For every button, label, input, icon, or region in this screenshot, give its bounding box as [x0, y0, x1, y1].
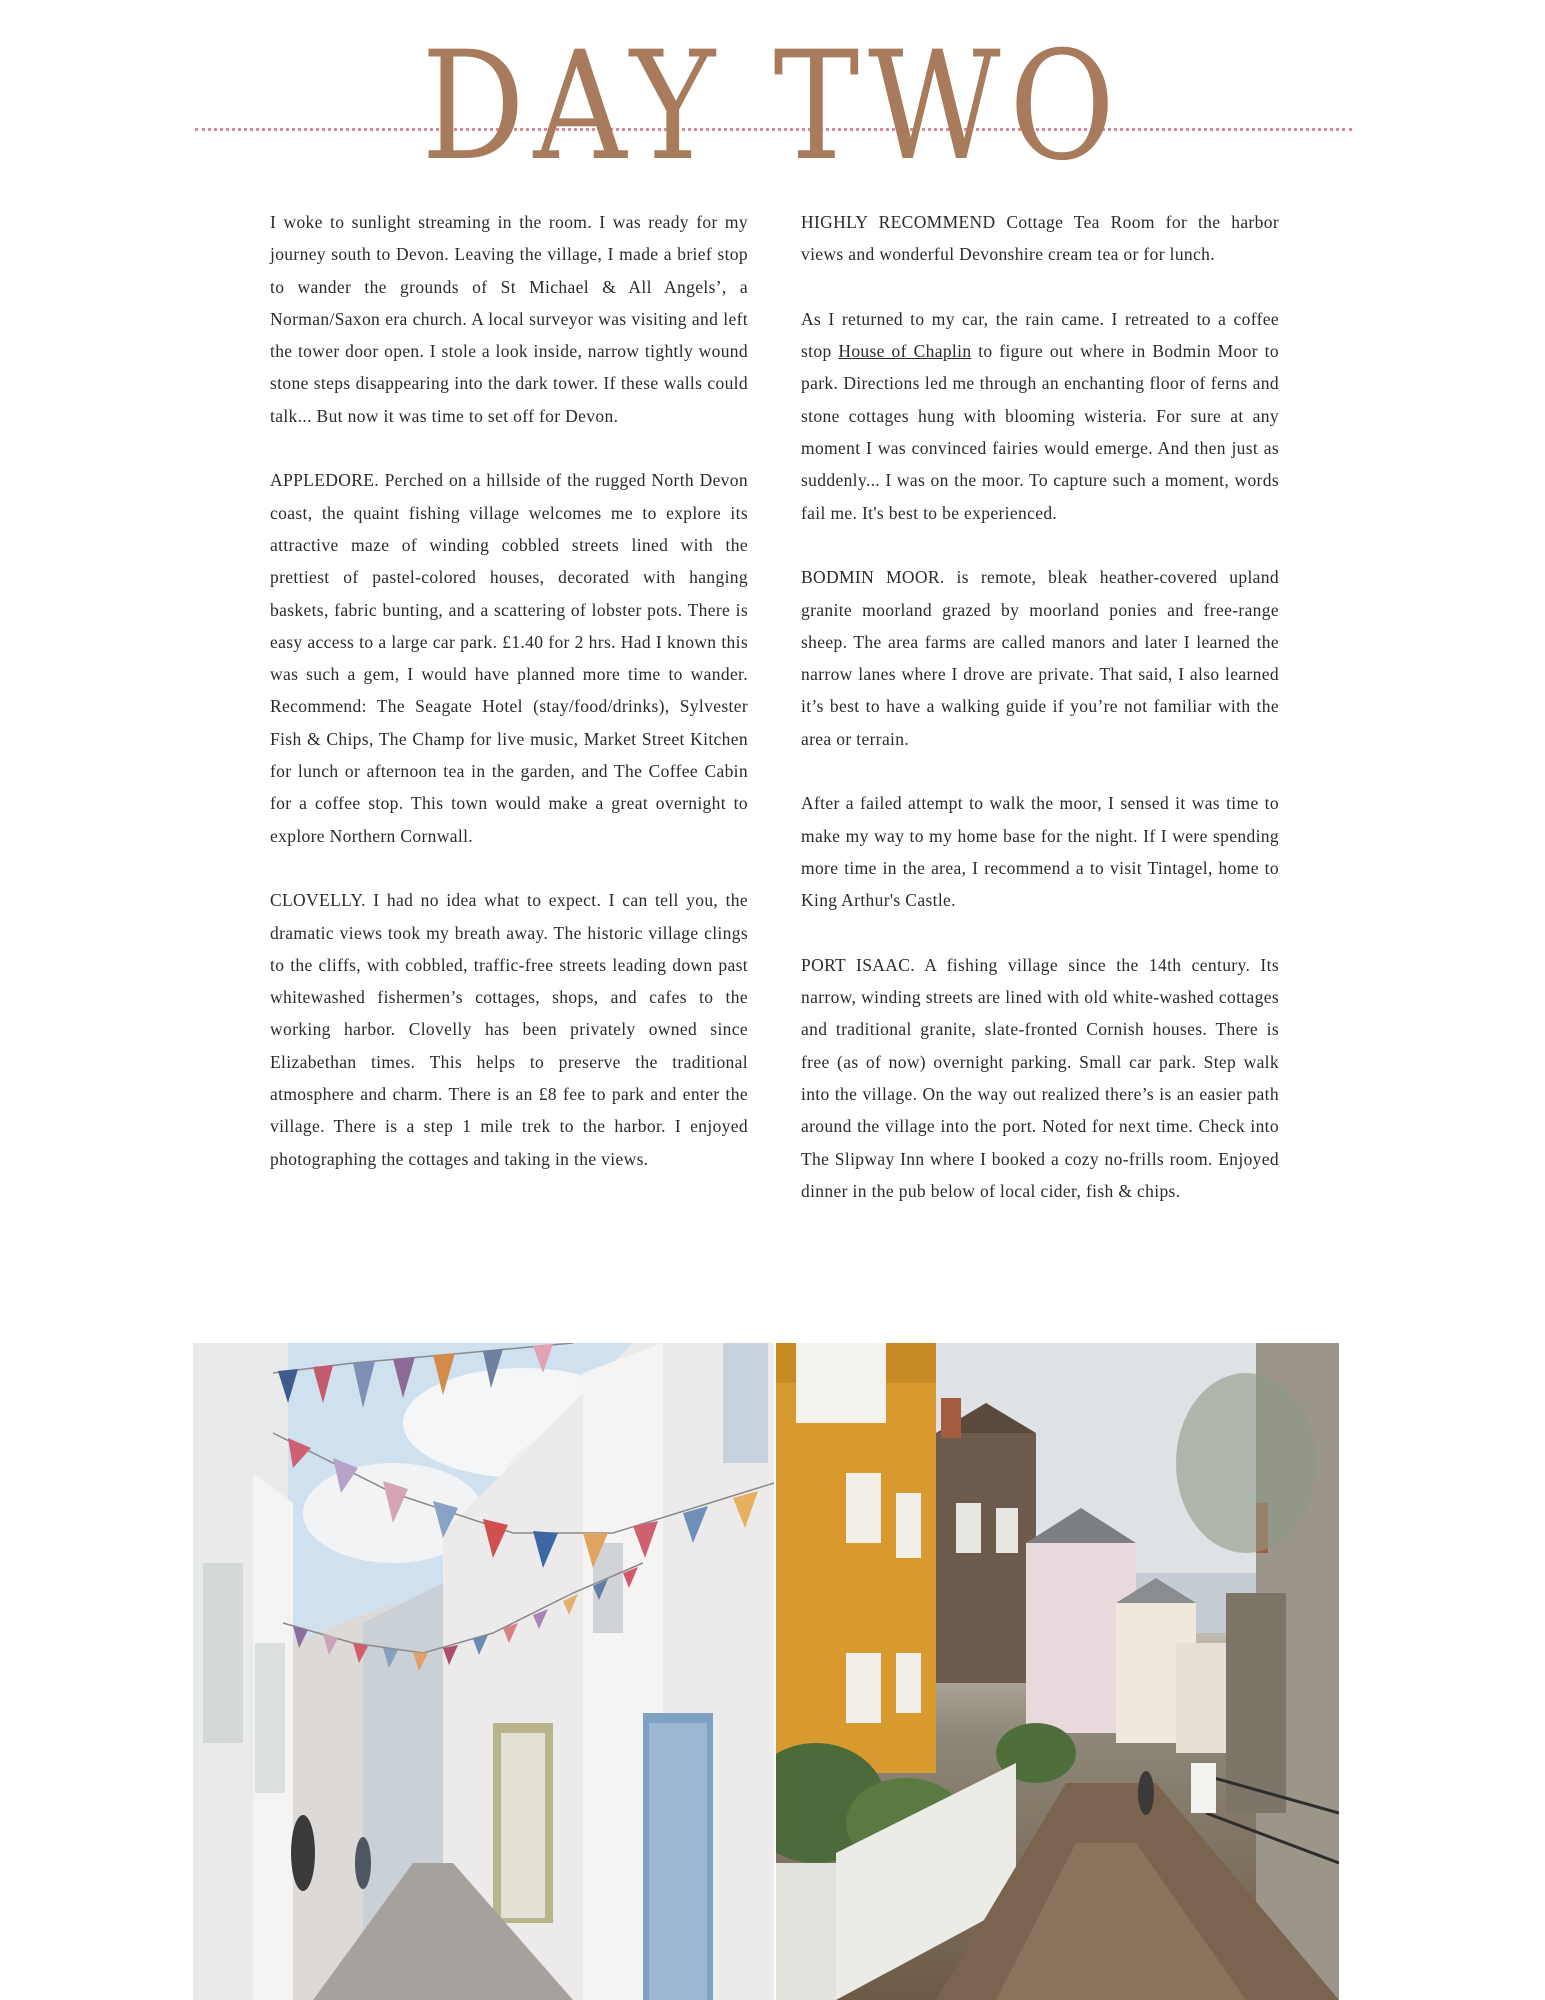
paragraph-rain-text-start: As I returned to my car, the rain came. I retreated to a coffee stop: [801, 308, 1279, 362]
paragraph-appledore: APPLEDORE. Perched on a hillside of the rugged North Devon coast, the quaint fishing village welcomes me to explore its attractive maze of winding cobbled streets lined with the prettiest of pastel-colored houses, decorated with hanging baskets, fabric bunting, and a scattering of lobster pots. There is easy access to a large car park. £1.40 for 2 hrs. Had I known this was such a gem, I would have planned more time to wander. Recommend: The Seagate Hotel (stay/food/drinks), Sylvester Fish & Chips, The Champ for live music, Market Street Kitchen for lunch or afternoon tea in the garden, and The Coffee Cabin for a coffee stop. This town would make a great overnight to explore Northern Cornwall.: [270, 470, 748, 846]
paragraph-rain-text-end: to figure out where in Bodmin Moor to park. Directions led me through an enchanting floor of ferns and stone cottages hung with blooming wisteria. For sure at any moment I was convinced fairies would emerge. And then just as suddenly... I was on the moor. To capture such a moment, words fail me. It's best to be experienced.: [801, 341, 1279, 523]
right-text-column: [801, 206, 1279, 1240]
title-banner: [0, 0, 1545, 200]
clovelly-lane-photo: [776, 1343, 1339, 2000]
paragraph-port-isaac: PORT ISAAC. A fishing village since the 14th century. Its narrow, winding streets are lined with old white-washed cottages and traditional granite, slate-fronted Cornish houses. There is free (as of now) overnight parking. Small car park. Step walk into the village. On the way out realized there’s is an easier path around the village into the port. Noted for next time. Check into The Slipway Inn where I booked a cozy no-frills room. Enjoyed dinner in the pub below of local cider, fish & chips.: [801, 954, 1279, 1201]
left-text-column: [270, 206, 748, 1207]
appledore-street-photo: [193, 1343, 774, 2000]
clovelly-lane-illustration: [776, 1343, 1339, 2000]
paragraph-bodmin-moor: BODMIN MOOR. is remote, bleak heather-covered upland granite moorland grazed by moorland ponies and free-range sheep. The area farms are called manors and later I learned the narrow lanes where I drove are private. That said, I also learned it’s best to have a walking guide if you’re not familiar with the area or terrain.: [801, 567, 1279, 749]
appledore-street-illustration: [193, 1343, 774, 2000]
paragraph-intro: I woke to sunlight streaming in the room. I was ready for my journey south to Devon. Leaving the village, I made a brief stop to wander the grounds of St Michael & All Angels’, a Norman/Saxon era church. A local surveyor was visiting and left the tower door open. I stole a look inside, narrow tightly wound stone steps disappearing into the dark tower. If these walls could talk... But now it was time to set off for Devon.: [270, 212, 748, 426]
paragraph-rain: [801, 303, 1279, 529]
house-of-chaplin-link[interactable]: House of Chaplin: [838, 341, 972, 362]
paragraph-home-base: After a failed attempt to walk the moor, I sensed it was time to make my way to my home base for the night. If I were spending more time in the area, I recommend a to visit Tintagel, home to King Arthur's Castle.: [801, 793, 1279, 911]
paragraph-tea-room: HIGHLY RECOMMEND Cottage Tea Room for the harbor views and wonderful Devonshire cream tea or for lunch.: [801, 212, 1279, 265]
page-title: DAY TWO: [421, 20, 1124, 194]
paragraph-clovelly: CLOVELLY. I had no idea what to expect. I can tell you, the dramatic views took my breath away. The historic village clings to the cliffs, with cobbled, traffic-free streets leading down past whitewashed fishermen’s cottages, shops, and cafes to the working harbor. Clovelly has been privately owned since Elizabethan times. This helps to preserve the traditional atmosphere and charm. There is an £8 fee to park and enter the village. There is a step 1 mile trek to the harbor. I enjoyed photographing the cottages and taking in the views.: [270, 890, 748, 1169]
